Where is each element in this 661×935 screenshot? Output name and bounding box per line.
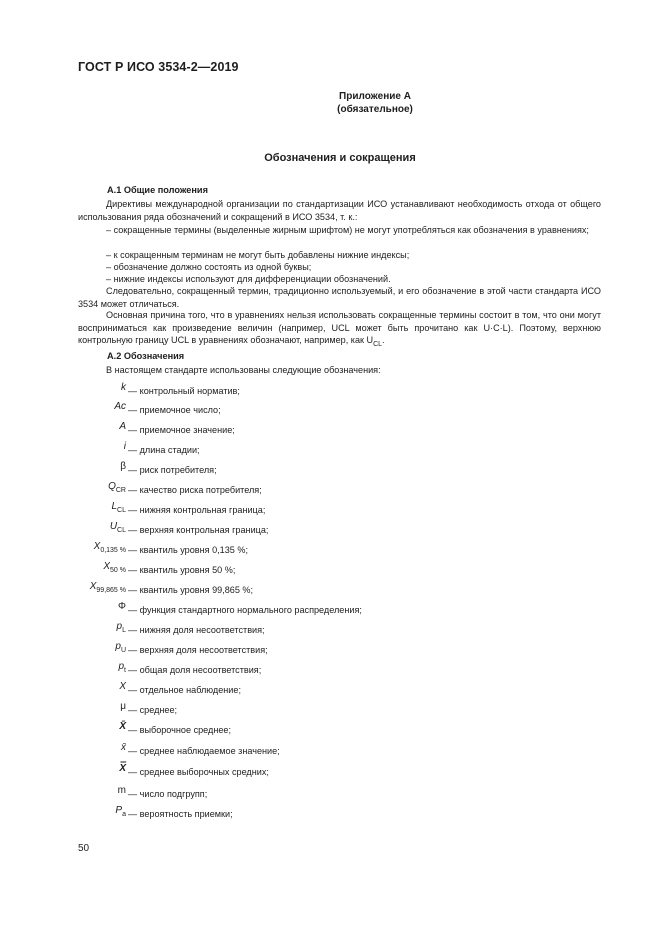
symbol-description-10: — квантиль уровня 50 %; — [128, 565, 236, 575]
symbol-subscript: t — [124, 667, 126, 674]
symbol — [115, 805, 126, 818]
symbol — [120, 461, 126, 472]
symbol — [118, 785, 126, 796]
symbol-description-9: — квантиль уровня 0,135 %; — [128, 545, 248, 555]
symbol — [119, 681, 126, 692]
symbol — [114, 401, 126, 412]
symbol-letter: k — [121, 382, 126, 393]
symbol — [115, 641, 126, 654]
symbol-row-10 — [60, 561, 126, 577]
symbol-description-12: — функция стандартного нормального распределения; — [128, 605, 362, 615]
symbol-subscript: CL — [117, 527, 126, 534]
section-title: Обозначения и сокращения — [264, 152, 416, 164]
symbol-row-5 — [60, 461, 126, 477]
symbol-row-14 — [60, 641, 126, 657]
symbol-row-8 — [60, 521, 126, 537]
symbol — [124, 441, 126, 452]
symbol-description-13: — нижняя доля несоответствия; — [128, 625, 265, 635]
symbol — [117, 621, 126, 634]
symbol-letter: X̿ — [119, 763, 126, 774]
symbol-row-4 — [60, 441, 126, 457]
symbol-row-11 — [60, 581, 126, 597]
page-number: 50 — [78, 843, 90, 854]
symbol-letter: A — [119, 421, 126, 432]
symbol-description-22: — вероятность приемки; — [128, 809, 233, 819]
a2-heading: А.2 Обозначения — [107, 351, 185, 361]
symbol-letter: β — [120, 461, 126, 472]
symbol — [119, 421, 126, 432]
symbol-subscript: CR — [115, 487, 126, 494]
symbol-description-19: — среднее наблюдаемое значение; — [128, 746, 280, 756]
symbol-description-7: — нижняя контрольная граница; — [128, 505, 266, 515]
symbol-description-14: — верхняя доля несоответствия; — [128, 645, 268, 655]
symbol — [119, 763, 126, 774]
appendix-status: (обязательное) — [337, 104, 413, 115]
symbol-letter: m — [117, 785, 126, 796]
symbol-letter: X — [89, 581, 97, 592]
symbol-row-3 — [60, 421, 126, 437]
symbol-letter: X — [93, 541, 101, 552]
a1-heading: А.1 Общие положения — [107, 185, 208, 195]
symbol-letter: x̄ — [121, 742, 126, 753]
symbol-row-2 — [60, 401, 126, 417]
symbol-description-4: — длина стадии; — [128, 445, 200, 455]
symbol — [90, 581, 126, 594]
symbol-letter: Φ — [118, 601, 126, 612]
symbol — [111, 501, 126, 514]
symbol-letter: X̄ — [119, 721, 126, 732]
symbol-row-18 — [60, 721, 126, 737]
a1-item-1: – сокращенные термины (выделенные жирным шрифтом) не могут употребляться как обозначения в уравнениях; — [106, 225, 589, 235]
symbol — [119, 721, 126, 732]
symbol-subscript: 50 % — [110, 567, 126, 574]
symbol-row-9 — [60, 541, 126, 557]
symbol — [103, 561, 126, 574]
symbol-subscript: a — [122, 811, 126, 818]
symbol-row-13 — [60, 621, 126, 637]
symbol — [120, 701, 126, 712]
symbol-description-18: — выборочное среднее; — [128, 725, 232, 735]
symbol-letter: X — [103, 561, 111, 572]
symbol-row-22 — [60, 805, 126, 821]
symbol-letter: μ — [120, 701, 126, 712]
symbol-description-21: — число подгрупп; — [128, 789, 208, 799]
symbol-subscript: U — [120, 647, 126, 654]
symbol-letter: L — [111, 501, 118, 512]
symbol-row-19 — [60, 742, 126, 758]
a1-item-4: – нижние индексы используют для дифференциации обозначений. — [106, 274, 391, 284]
symbol-description-15: — общая доля несоответствия; — [128, 665, 262, 675]
symbol-description-16: — отдельное наблюдение; — [128, 685, 241, 695]
symbol-description-17: — среднее; — [128, 705, 178, 715]
symbol — [121, 382, 126, 393]
symbol-row-1 — [60, 382, 126, 398]
symbol-description-8: — верхняя контрольная граница; — [128, 525, 269, 535]
symbol-letter: Q — [108, 481, 116, 492]
symbol-row-17 — [60, 701, 126, 717]
a1-para-2: Следовательно, сокращенный термин, традиционно используемый, и его обозначение в этой части стандарта ИСО 3534 может отличаться. — [78, 286, 601, 309]
symbol-letter: p — [118, 661, 125, 672]
symbol-letter: Ac — [114, 401, 126, 412]
a1-intro: Директивы международной организации по стандартизации ИСО устанавливают необходимость отхода от общего использования ряда обозначений и сокращений в ИСО 3534, т. к.: — [78, 199, 601, 222]
symbol-description-5: — риск потребителя; — [128, 465, 217, 475]
document-header: ГОСТ Р ИСО 3534-2—2019 — [78, 60, 239, 74]
symbol-description-2: — приемочное число; — [128, 405, 221, 415]
symbol — [108, 481, 126, 494]
symbol-letter: U — [109, 521, 118, 532]
symbol-description-3: — приемочное значение; — [128, 425, 235, 435]
symbol-subscript: L — [122, 627, 126, 634]
symbol-row-20 — [60, 763, 126, 779]
symbol-letter: p — [115, 641, 121, 652]
symbol-subscript: CL — [117, 507, 126, 514]
symbol-subscript: 0,135 % — [100, 547, 126, 554]
a1-para-3: Основная причина того, что в уравнениях нельзя использовать сокращенные термины состоит в том, что они могут восприниматься как произведение величин (например, UCL может быть прочитано как U·C·L). Поэтому, верхнюю контрольную границу UCL в уравнениях обозначают, например, как $U_{CL}$. — [78, 310, 601, 348]
symbol-description-1: — контрольный норматив; — [128, 386, 240, 396]
symbol-row-6 — [60, 481, 126, 497]
symbol-row-7 — [60, 501, 126, 517]
symbol-letter: i — [123, 441, 126, 452]
symbol — [94, 541, 126, 554]
a1-item-2: – к сокращенным терминам не могут быть добавлены нижние индексы; — [106, 250, 410, 260]
symbol-description-6: — качество риска потребителя; — [128, 485, 262, 495]
symbol-letter: p — [116, 621, 123, 632]
symbol-row-21 — [60, 785, 126, 801]
a1-item-3: – обозначение должно состоять из одной буквы; — [106, 262, 312, 272]
symbol — [118, 601, 126, 612]
symbol — [118, 661, 126, 674]
symbol-description-11: — квантиль уровня 99,865 %; — [128, 585, 254, 595]
appendix-title: Приложение А — [339, 91, 411, 102]
a2-intro: В настоящем стандарте использованы следующие обозначения: — [106, 365, 381, 375]
symbol — [110, 521, 126, 534]
symbol-letter: X — [119, 681, 126, 692]
symbol-description-20: — среднее выборочных средних; — [128, 767, 269, 777]
symbol-subscript: 99,865 % — [96, 587, 126, 594]
symbol-row-16 — [60, 681, 126, 697]
symbol — [121, 742, 126, 753]
symbol-row-12 — [60, 601, 126, 617]
symbol-letter: P — [115, 805, 123, 816]
symbol-row-15 — [60, 661, 126, 677]
